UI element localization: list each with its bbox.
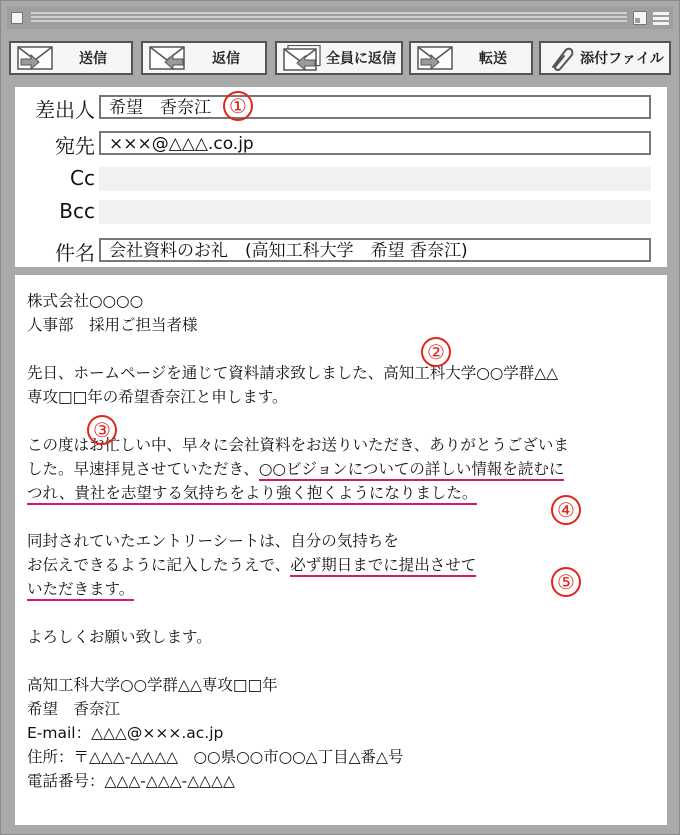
paperclip-icon (547, 45, 575, 71)
reply-all-button[interactable] (275, 41, 403, 75)
reply-button-label: 返信 (212, 51, 240, 67)
marker-5: ⑤ (551, 567, 581, 597)
body-thanks-line-1: この度はお忙しい中、早々に会社資料をお送りいただき、ありがとうございま (27, 436, 569, 454)
reply-button[interactable] (141, 41, 267, 75)
title-bar-stripes (31, 12, 627, 24)
to-label: 宛先 (55, 134, 95, 158)
forward-envelope-icon (417, 45, 455, 71)
attach-file-button[interactable] (539, 41, 671, 75)
message-body[interactable] (15, 275, 667, 825)
message-header (15, 87, 667, 267)
marker-3: ③ (87, 415, 117, 445)
send-envelope-icon (17, 45, 55, 71)
signature-address: 住所：〒△△△-△△△△ ○○県○○市○○△丁目△番△号 (27, 748, 404, 766)
body-intro-line-2: 専攻□□年の希望香奈江と申します。 (27, 388, 288, 406)
reply-all-envelope-icon (283, 45, 321, 71)
body-entry-line-2a: お伝えできるように記入したうえで、 (27, 556, 291, 574)
send-button-label: 送信 (79, 51, 107, 67)
from-field[interactable]: 希望 香奈江 (99, 95, 651, 119)
body-recipient: 人事部 採用ご担当者様 (27, 316, 198, 334)
to-field[interactable]: ×××@△△△.co.jp (99, 131, 651, 155)
underlined-phrase-motivation: つれ、貴社を志望する気持ちをより強く抱くようになりました。 (27, 484, 477, 505)
body-entry-line-1: 同封されていたエントリーシートは、自分の気持ちを (27, 532, 399, 550)
send-button[interactable] (9, 41, 133, 75)
reply-envelope-icon (149, 45, 187, 71)
bcc-label: Bcc (59, 199, 95, 223)
signature-phone: 電話番号：△△△-△△△-△△△△ (27, 772, 235, 790)
attach-file-button-label: 添付ファイル (580, 51, 664, 67)
underlined-phrase-deadline: 必ず期日までに提出させて (290, 556, 476, 577)
restore-window-icon[interactable] (633, 11, 647, 25)
body-thanks-line-2 (27, 457, 657, 481)
body-company: 株式会社○○○○ (27, 292, 144, 310)
menu-lines-icon[interactable] (653, 11, 669, 25)
marker-1: ① (223, 91, 253, 121)
cc-label: Cc (70, 166, 95, 190)
marker-2: ② (421, 337, 451, 367)
subject-field[interactable]: 会社資料のお礼 (高知工科大学 希望 香奈江) (99, 238, 651, 262)
forward-button[interactable] (409, 41, 533, 75)
body-closing: よろしくお願い致します。 (27, 628, 212, 646)
body-thanks-line-2a: した。早速拝見させていただき、 (27, 460, 259, 478)
cc-field[interactable] (99, 167, 651, 191)
marker-4: ④ (551, 495, 581, 525)
body-intro-line-1: 先日、ホームページを通じて資料請求致しました、高知工科大学○○学群△△ (27, 364, 559, 382)
signature-school: 高知工科大学○○学群△△専攻□□年 (27, 676, 278, 694)
message-body-text (27, 289, 657, 793)
title-bar[interactable] (7, 7, 673, 29)
reply-all-button-label: 全員に返信 (326, 51, 396, 67)
signature-name: 希望 香奈江 (27, 700, 121, 718)
underlined-phrase-submit: いただきます。 (27, 580, 134, 601)
forward-button-label: 転送 (479, 51, 507, 67)
subject-label: 件名 (55, 241, 95, 265)
signature-email: E-mail：△△△@×××.ac.jp (27, 724, 224, 742)
window-menu-icon[interactable] (11, 12, 23, 24)
toolbar (7, 37, 673, 79)
from-label: 差出人 (35, 98, 95, 122)
underlined-phrase-vision: ○○ビジョンについての詳しい情報を読むに (259, 460, 564, 481)
bcc-field[interactable] (99, 200, 651, 224)
